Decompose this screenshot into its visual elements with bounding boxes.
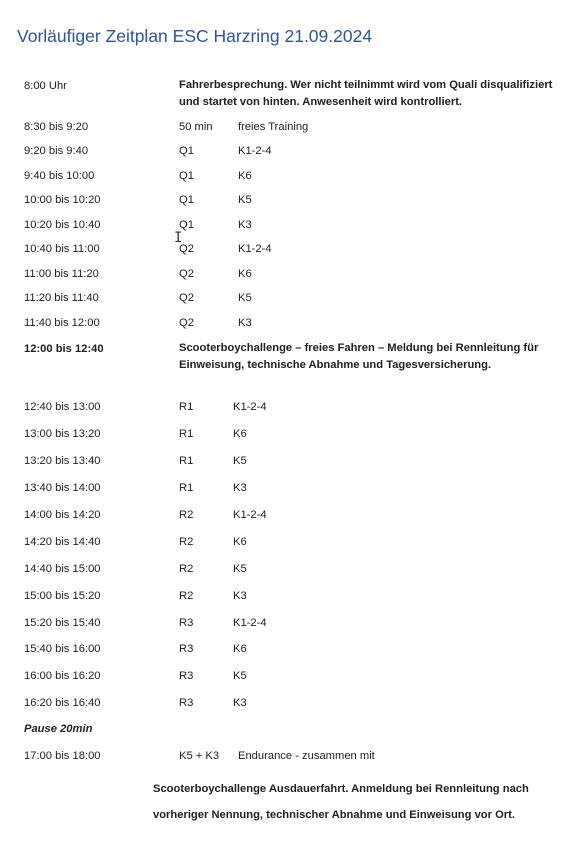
row-class: K5	[238, 194, 252, 206]
row-time: 12:00 bis 12:40	[24, 343, 104, 355]
row-time: 14:40 bis 15:00	[24, 563, 101, 575]
text-cursor-icon: I	[174, 230, 183, 246]
row-class: K3	[233, 697, 247, 709]
row-class: K5	[233, 455, 247, 467]
row-time: 9:40 bis 10:00	[24, 170, 95, 182]
row-session: R1	[179, 401, 194, 413]
row-session: Q2	[179, 292, 194, 304]
challenge-text: Scooterboychallenge – freies Fahren – Meldung bei Rennleitung für Einweisung, technische Abnahme und Tagesversicherung.	[179, 342, 539, 371]
row-time: 14:20 bis 14:40	[24, 536, 101, 548]
row-class: K3	[238, 219, 252, 231]
row-time: 13:00 bis 13:20	[24, 428, 101, 440]
row-time: 10:40 bis 11:00	[24, 243, 100, 255]
row-session: Q2	[179, 243, 194, 255]
row-time: 17:00 bis 18:00	[24, 750, 101, 762]
row-time: 13:20 bis 13:40	[24, 455, 101, 467]
row-class: K1-2-4	[233, 401, 267, 413]
row-session: Q1	[179, 145, 194, 157]
row-class: K1-2-4	[233, 509, 267, 521]
row-session: R1	[179, 455, 194, 467]
row-session: R2	[179, 590, 194, 602]
row-time: 14:00 bis 14:20	[24, 509, 101, 521]
row-session: Q2	[179, 268, 194, 280]
row-class: K1-2-4	[233, 617, 267, 629]
row-time: 12:40 bis 13:00	[24, 401, 101, 413]
row-class: K6	[233, 428, 247, 440]
row-session: Q1	[179, 219, 194, 231]
row-time: 15:20 bis 15:40	[24, 617, 101, 629]
row-class: K6	[238, 268, 252, 280]
pause-label: Pause 20min	[24, 723, 93, 735]
row-class: Endurance - zusammen mit	[238, 750, 375, 762]
row-class: K3	[233, 482, 247, 494]
row-session: Q1	[179, 194, 194, 206]
row-time: 10:00 bis 10:20	[24, 194, 101, 206]
row-class: K1-2-4	[238, 243, 272, 255]
row-class: K1-2-4	[238, 145, 272, 157]
row-class: freies Training	[238, 121, 309, 133]
row-class: K6	[233, 643, 247, 655]
row-session: K5 + K3	[179, 750, 220, 762]
row-class: K5	[238, 292, 252, 304]
row-session: R1	[179, 428, 194, 440]
row-time: 10:20 bis 10:40	[24, 219, 101, 231]
row-session: R3	[179, 643, 194, 655]
row-time: 15:40 bis 16:00	[24, 643, 101, 655]
row-time: 11:00 bis 11:20	[24, 268, 99, 280]
endurance-note-line: Scooterboychallenge Ausdauerfahrt. Anmeldung bei Rennleitung nach	[153, 783, 529, 795]
row-time: 16:20 bis 16:40	[24, 697, 101, 709]
row-session: 50 min	[179, 121, 213, 133]
row-time: 8:00 Uhr	[24, 80, 67, 92]
row-session: R3	[179, 670, 194, 682]
row-session: R1	[179, 482, 194, 494]
row-time: 9:20 bis 9:40	[24, 145, 89, 157]
row-time: 11:40 bis 12:00	[24, 317, 100, 329]
row-session: Q2	[179, 317, 194, 329]
row-class: K6	[233, 536, 247, 548]
row-class: K3	[233, 590, 247, 602]
endurance-note-line: vorheriger Nennung, technischer Abnahme und Einweisung vor Ort.	[153, 809, 515, 821]
row-session: R3	[179, 697, 194, 709]
row-class: K5	[233, 670, 247, 682]
endurance-note	[153, 776, 563, 828]
page-title: Vorläufiger Zeitplan ESC Harzring 21.09.2024	[17, 26, 373, 46]
row-session: R2	[179, 536, 194, 548]
row-session: R2	[179, 509, 194, 521]
briefing-text: Fahrerbesprechung. Wer nicht teilnimmt wird vom Quali disqualifiziert und startet von hinten. Anwesenheit wird kontrolliert.	[179, 79, 553, 108]
row-time: 8:30 bis 9:20	[24, 121, 89, 133]
row-session: R3	[179, 617, 194, 629]
row-class: K6	[238, 170, 252, 182]
row-class: K3	[238, 317, 252, 329]
row-session: Q1	[179, 170, 194, 182]
row-class: K5	[233, 563, 247, 575]
row-time: 15:00 bis 15:20	[24, 590, 101, 602]
row-session: R2	[179, 563, 194, 575]
row-time: 13:40 bis 14:00	[24, 482, 101, 494]
row-time: 11:20 bis 11:40	[24, 292, 99, 304]
row-time: 16:00 bis 16:20	[24, 670, 101, 682]
